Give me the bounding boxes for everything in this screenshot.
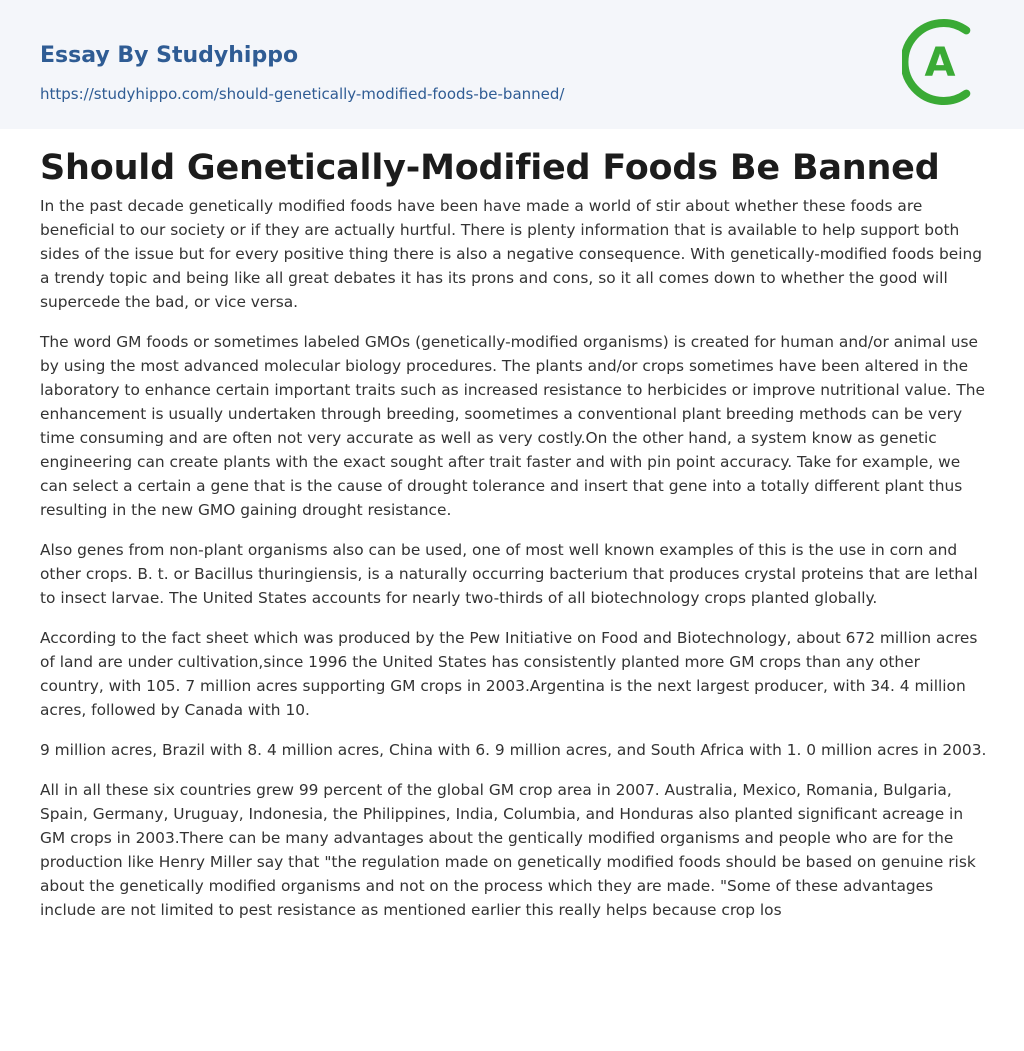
site-name: Essay By Studyhippo xyxy=(40,43,299,68)
paragraph-1: In the past decade genetically modified foods have been have made a world of stir about whether these foods are beneficial to our society or if they are actually hurtful. There is plenty information that is available to help support both sides of the issue but for every positive thing there is also a negative consequence. With genetically-modified foods being a trendy topic and being like all great debates it has its prons and cons, so it all comes down to whether the good will supercede the bad, or vice versa. xyxy=(40,197,982,311)
paragraph-6: All in all these six countries grew 99 percent of the global GM crop area in 2007. Australia, Mexico, Romania, Bulgaria, Spain, Germany, Uruguay, Indonesia, the Philippines, India, Columbia, and Honduras also planted significant acreage in GM crops in 2003.There can be many advantages about the gentically modified organisms and people who are for the production like Henry Miller say that "the regulation made on genetically modified foods should be based on genuine risk about the genetically modified organisms and not on the process which they are made. "Some of these advantages include are not limited to pest resistance as mentioned earlier this really helps because crop los xyxy=(40,781,976,919)
page-header xyxy=(0,0,1024,129)
source-url-link[interactable]: https://studyhippo.com/should-genetically-modified-foods-be-banned/ xyxy=(40,85,565,103)
paragraph-3: Also genes from non-plant organisms also can be used, one of most well known examples of this is the use in corn and other crops. B. t. or Bacillus thuringiensis, is a naturally occurring bacterium that produces crystal proteins that are lethal to insect larvae. The United States accounts for nearly two-thirds of all biotechnology crops planted globally. xyxy=(40,541,978,607)
paragraph-2: The word GM foods or sometimes labeled GMOs (genetically-modified organisms) is created for human and/or animal use by using the most advanced molecular biology procedures. The plants and/or crops sometimes have been altered in the laboratory to enhance certain important traits such as increased resistance to herbicides or improve nutritional value. The enhancement is usually undertaken through breeding, soometimes a conventional plant breeding methods can be very time consuming and are often not very accurate as well as very costly.On the other hand, a system know as genetic engineering can create plants with the exact sought after trait faster and with pin point accuracy. Take for example, we can select a certain a gene that is the cause of drought tolerance and insert that gene into a totally different plant thus resulting in the new GMO gaining drought resistance. xyxy=(40,333,985,519)
essay-article xyxy=(40,146,988,922)
logo-letter: A xyxy=(924,40,956,86)
paragraph-4: According to the fact sheet which was produced by the Pew Initiative on Food and Biotechnology, about 672 million acres of land are under cultivation,since 1996 the United States has consistently planted more GM crops than any other country, with 105. 7 million acres supporting GM crops in 2003.Argentina is the next largest producer, with 34. 4 million acres, followed by Canada with 10. xyxy=(40,629,978,719)
paragraph-5: 9 million acres, Brazil with 8. 4 million acres, China with 6. 9 million acres, and South Africa with 1. 0 million acres in 2003. xyxy=(40,741,987,759)
studyhippo-logo-icon xyxy=(902,18,990,106)
essay-title: Should Genetically-Modified Foods Be Banned xyxy=(40,148,940,188)
